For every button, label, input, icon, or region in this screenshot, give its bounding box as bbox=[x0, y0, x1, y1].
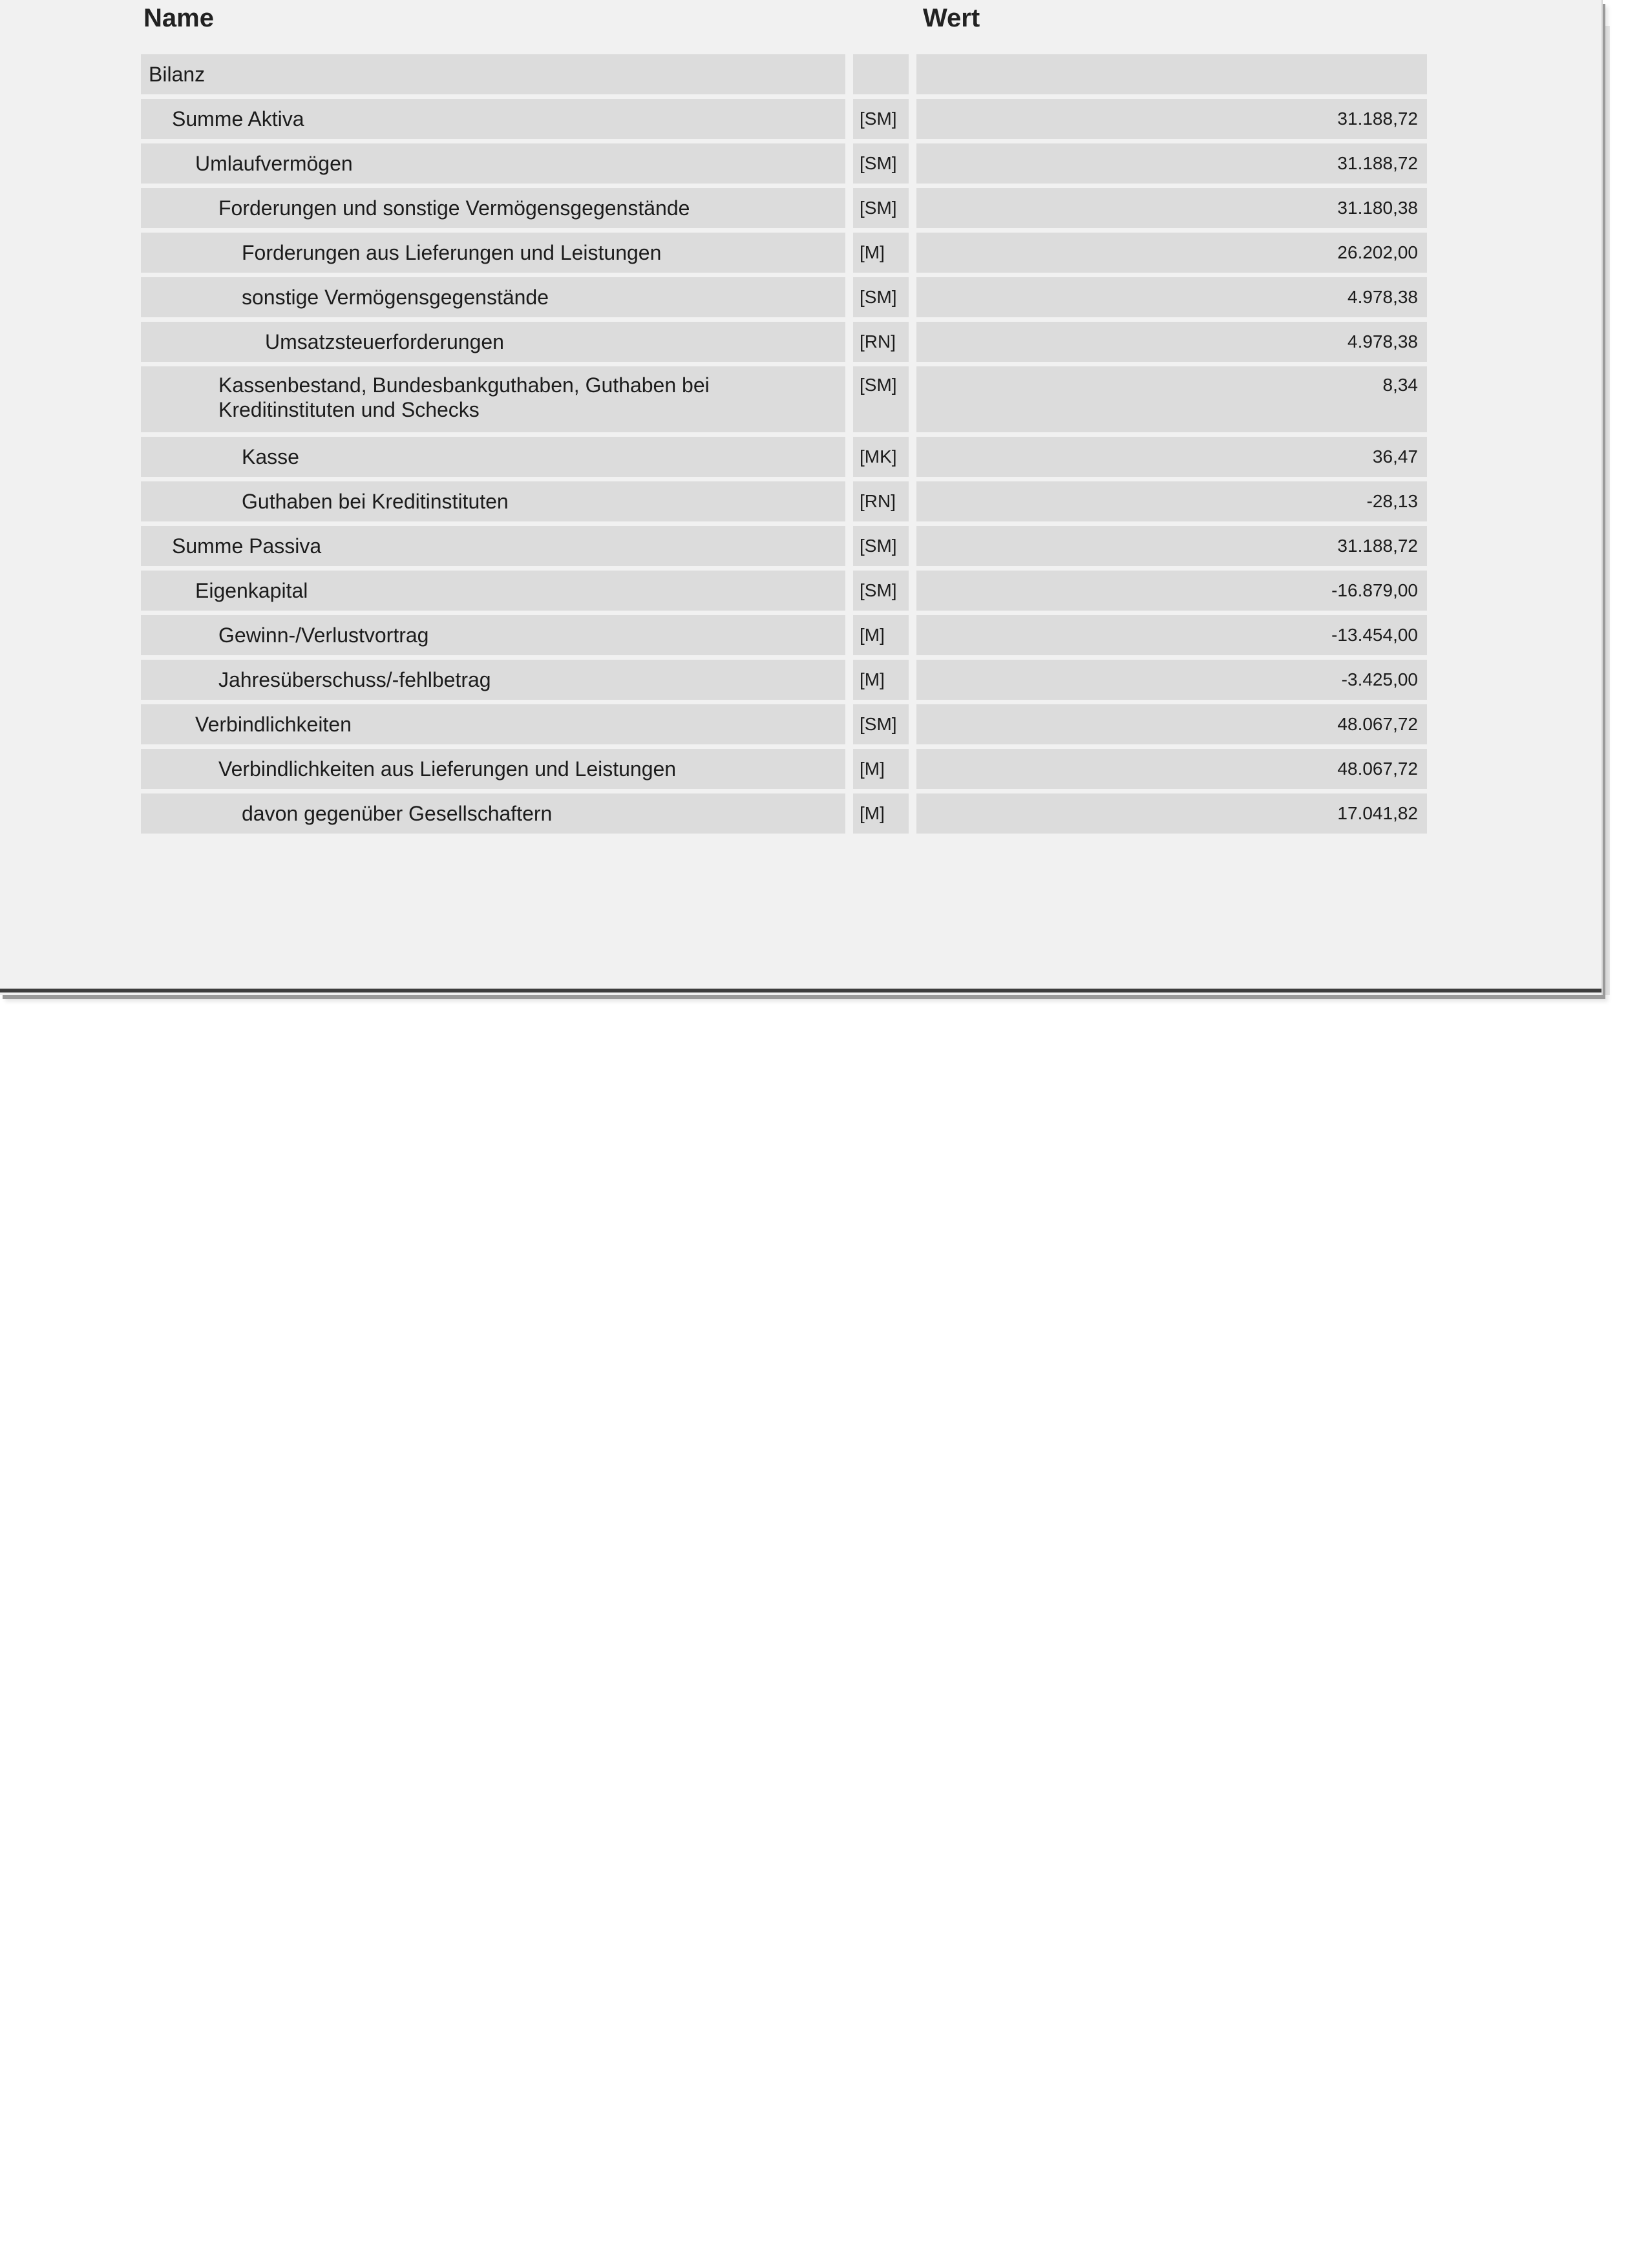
row-name: Bilanz bbox=[141, 54, 845, 94]
table-row bbox=[141, 526, 1433, 566]
row-value: -28,13 bbox=[916, 481, 1427, 521]
row-value bbox=[916, 54, 1427, 94]
row-value: 48.067,72 bbox=[916, 704, 1427, 744]
row-type: [SM] bbox=[853, 99, 909, 139]
column-header-name: Name bbox=[143, 4, 214, 32]
table-row bbox=[141, 99, 1433, 139]
row-value: 4.978,38 bbox=[916, 277, 1427, 317]
table-row bbox=[141, 704, 1433, 744]
row-type: [RN] bbox=[853, 481, 909, 521]
row-value: 31.188,72 bbox=[916, 526, 1427, 566]
row-name: Umlaufvermögen bbox=[141, 143, 845, 184]
row-value: 48.067,72 bbox=[916, 749, 1427, 789]
row-type: [SM] bbox=[853, 526, 909, 566]
table-row bbox=[141, 143, 1433, 184]
row-name: Eigenkapital bbox=[141, 571, 845, 611]
table-row bbox=[141, 571, 1433, 611]
row-type: [M] bbox=[853, 660, 909, 700]
row-name: Gewinn-/Verlustvortrag bbox=[141, 615, 845, 655]
table-header bbox=[0, 0, 1486, 49]
table-row bbox=[141, 233, 1433, 273]
row-value: -16.879,00 bbox=[916, 571, 1427, 611]
row-name: Verbindlichkeiten bbox=[141, 704, 845, 744]
table-row bbox=[141, 54, 1433, 94]
row-type: [SM] bbox=[853, 188, 909, 228]
row-value: -13.454,00 bbox=[916, 615, 1427, 655]
row-name: Umsatzsteuerforderungen bbox=[141, 322, 845, 362]
row-type: [M] bbox=[853, 233, 909, 273]
table-row bbox=[141, 749, 1433, 789]
table-row bbox=[141, 437, 1433, 477]
row-value: 31.188,72 bbox=[916, 143, 1427, 184]
row-value: 4.978,38 bbox=[916, 322, 1427, 362]
row-value: 26.202,00 bbox=[916, 233, 1427, 273]
row-name: Forderungen und sonstige Vermögensgegenstände bbox=[141, 188, 845, 228]
row-type bbox=[853, 54, 909, 94]
column-header-value: Wert bbox=[923, 4, 980, 32]
row-type: [SM] bbox=[853, 366, 909, 432]
table-row bbox=[141, 793, 1433, 834]
sheet-bottom-edge bbox=[0, 989, 1601, 992]
row-name: Guthaben bei Kreditinstituten bbox=[141, 481, 845, 521]
row-value: -3.425,00 bbox=[916, 660, 1427, 700]
row-type: [MK] bbox=[853, 437, 909, 477]
row-name: Verbindlichkeiten aus Lieferungen und Leistungen bbox=[141, 749, 845, 789]
row-type: [SM] bbox=[853, 277, 909, 317]
row-name: Kassenbestand, Bundesbankguthaben, Guthaben bei Kreditinstituten und Schecks bbox=[141, 366, 845, 432]
row-name: Forderungen aus Lieferungen und Leistungen bbox=[141, 233, 845, 273]
table-row bbox=[141, 615, 1433, 655]
row-name: Kasse bbox=[141, 437, 845, 477]
table-row bbox=[141, 322, 1433, 362]
table-row bbox=[141, 481, 1433, 521]
row-type: [M] bbox=[853, 615, 909, 655]
row-name: davon gegenüber Gesellschaftern bbox=[141, 793, 845, 834]
row-value: 17.041,82 bbox=[916, 793, 1427, 834]
row-value: 36,47 bbox=[916, 437, 1427, 477]
table-row bbox=[141, 277, 1433, 317]
row-name: Summe Passiva bbox=[141, 526, 845, 566]
scanned-sheet bbox=[0, 0, 1603, 995]
row-type: [M] bbox=[853, 793, 909, 834]
row-name: Summe Aktiva bbox=[141, 99, 845, 139]
row-type: [RN] bbox=[853, 322, 909, 362]
row-name: sonstige Vermögensgegenstände bbox=[141, 277, 845, 317]
row-value: 31.188,72 bbox=[916, 99, 1427, 139]
table-row bbox=[141, 188, 1433, 228]
row-type: [SM] bbox=[853, 571, 909, 611]
row-name: Jahresüberschuss/-fehlbetrag bbox=[141, 660, 845, 700]
row-type: [M] bbox=[853, 749, 909, 789]
row-type: [SM] bbox=[853, 143, 909, 184]
table-row bbox=[141, 660, 1433, 700]
table-row bbox=[141, 366, 1433, 432]
row-value: 8,34 bbox=[916, 366, 1427, 432]
row-type: [SM] bbox=[853, 704, 909, 744]
balance-table bbox=[141, 54, 1433, 838]
row-value: 31.180,38 bbox=[916, 188, 1427, 228]
